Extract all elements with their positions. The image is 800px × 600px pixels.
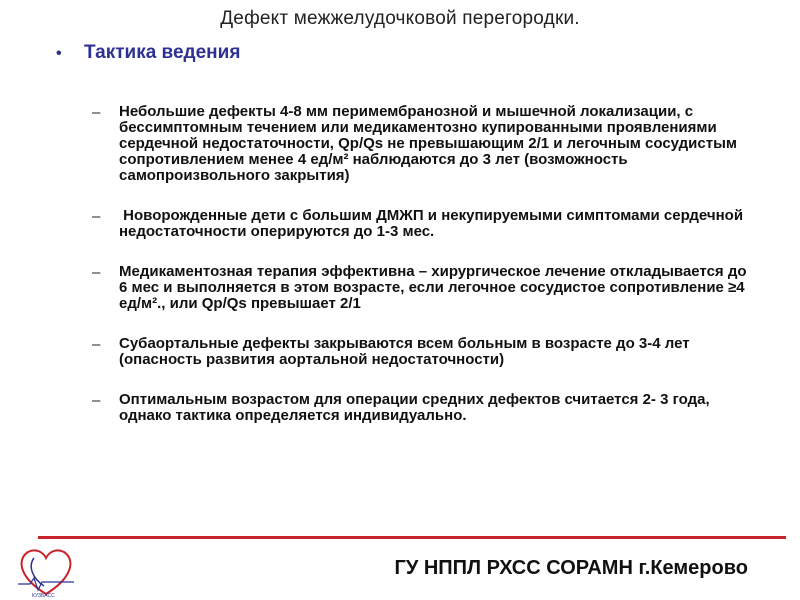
list-item-text: Новорожденные дети с большим ДМЖП и некупируемыми симптомами сердечной недостаточности оперируются до 1-3 мес. xyxy=(119,207,748,240)
dash-bullet: – xyxy=(92,104,101,121)
heart-outline-icon xyxy=(22,550,71,594)
clinic-logo xyxy=(10,540,82,600)
list-item-text: Оптимальным возрастом для операции средних дефектов считается 2- 3 года, однако тактика определяется индивидуально. xyxy=(119,391,710,424)
dash-bullet: – xyxy=(92,264,101,281)
logo-text: КУЗБАСС xyxy=(32,593,55,599)
slide-title: Дефект межжелудочковой перегородки. xyxy=(220,8,580,29)
section-heading-row xyxy=(56,42,240,64)
footer-organization: ГУ НППЛ РХСС СОРАМН г.Кемерово xyxy=(394,557,748,579)
dash-bullet: – xyxy=(92,336,101,353)
section-bullet: • xyxy=(56,45,62,62)
dash-bullet: – xyxy=(92,208,101,225)
list-item-text: Небольшие дефекты 4-8 мм перимембранозной и мышечной локализации, с бессимптомным течением или медикаментозно купированными проявлениями сердечной недостаточности, Qp/Qs не превышающим 2/1 и легочным сосудистым сопротивлением менее 4 ед/м² наблюдаются до 3 лет (возможность самопроизвольного закрытия) xyxy=(119,103,737,184)
list-item-text: Субаортальные дефекты закрываются всем больным в возрасте до 3-4 лет (опасность развития аортальной недостаточности) xyxy=(119,335,690,368)
section-heading: Тактика ведения xyxy=(84,42,241,63)
footer-divider xyxy=(38,536,786,539)
list-item-text: Медикаментозная терапия эффективна – хирургическое лечение откладывается до 6 мес и выполняется в этом возрасте, если легочное сосудистое сопротивление ≥4 ед/м²., или Qp/Qs превышает 2/1 xyxy=(119,263,747,312)
pulse-line-icon xyxy=(18,578,74,590)
dash-bullet: – xyxy=(92,392,101,409)
